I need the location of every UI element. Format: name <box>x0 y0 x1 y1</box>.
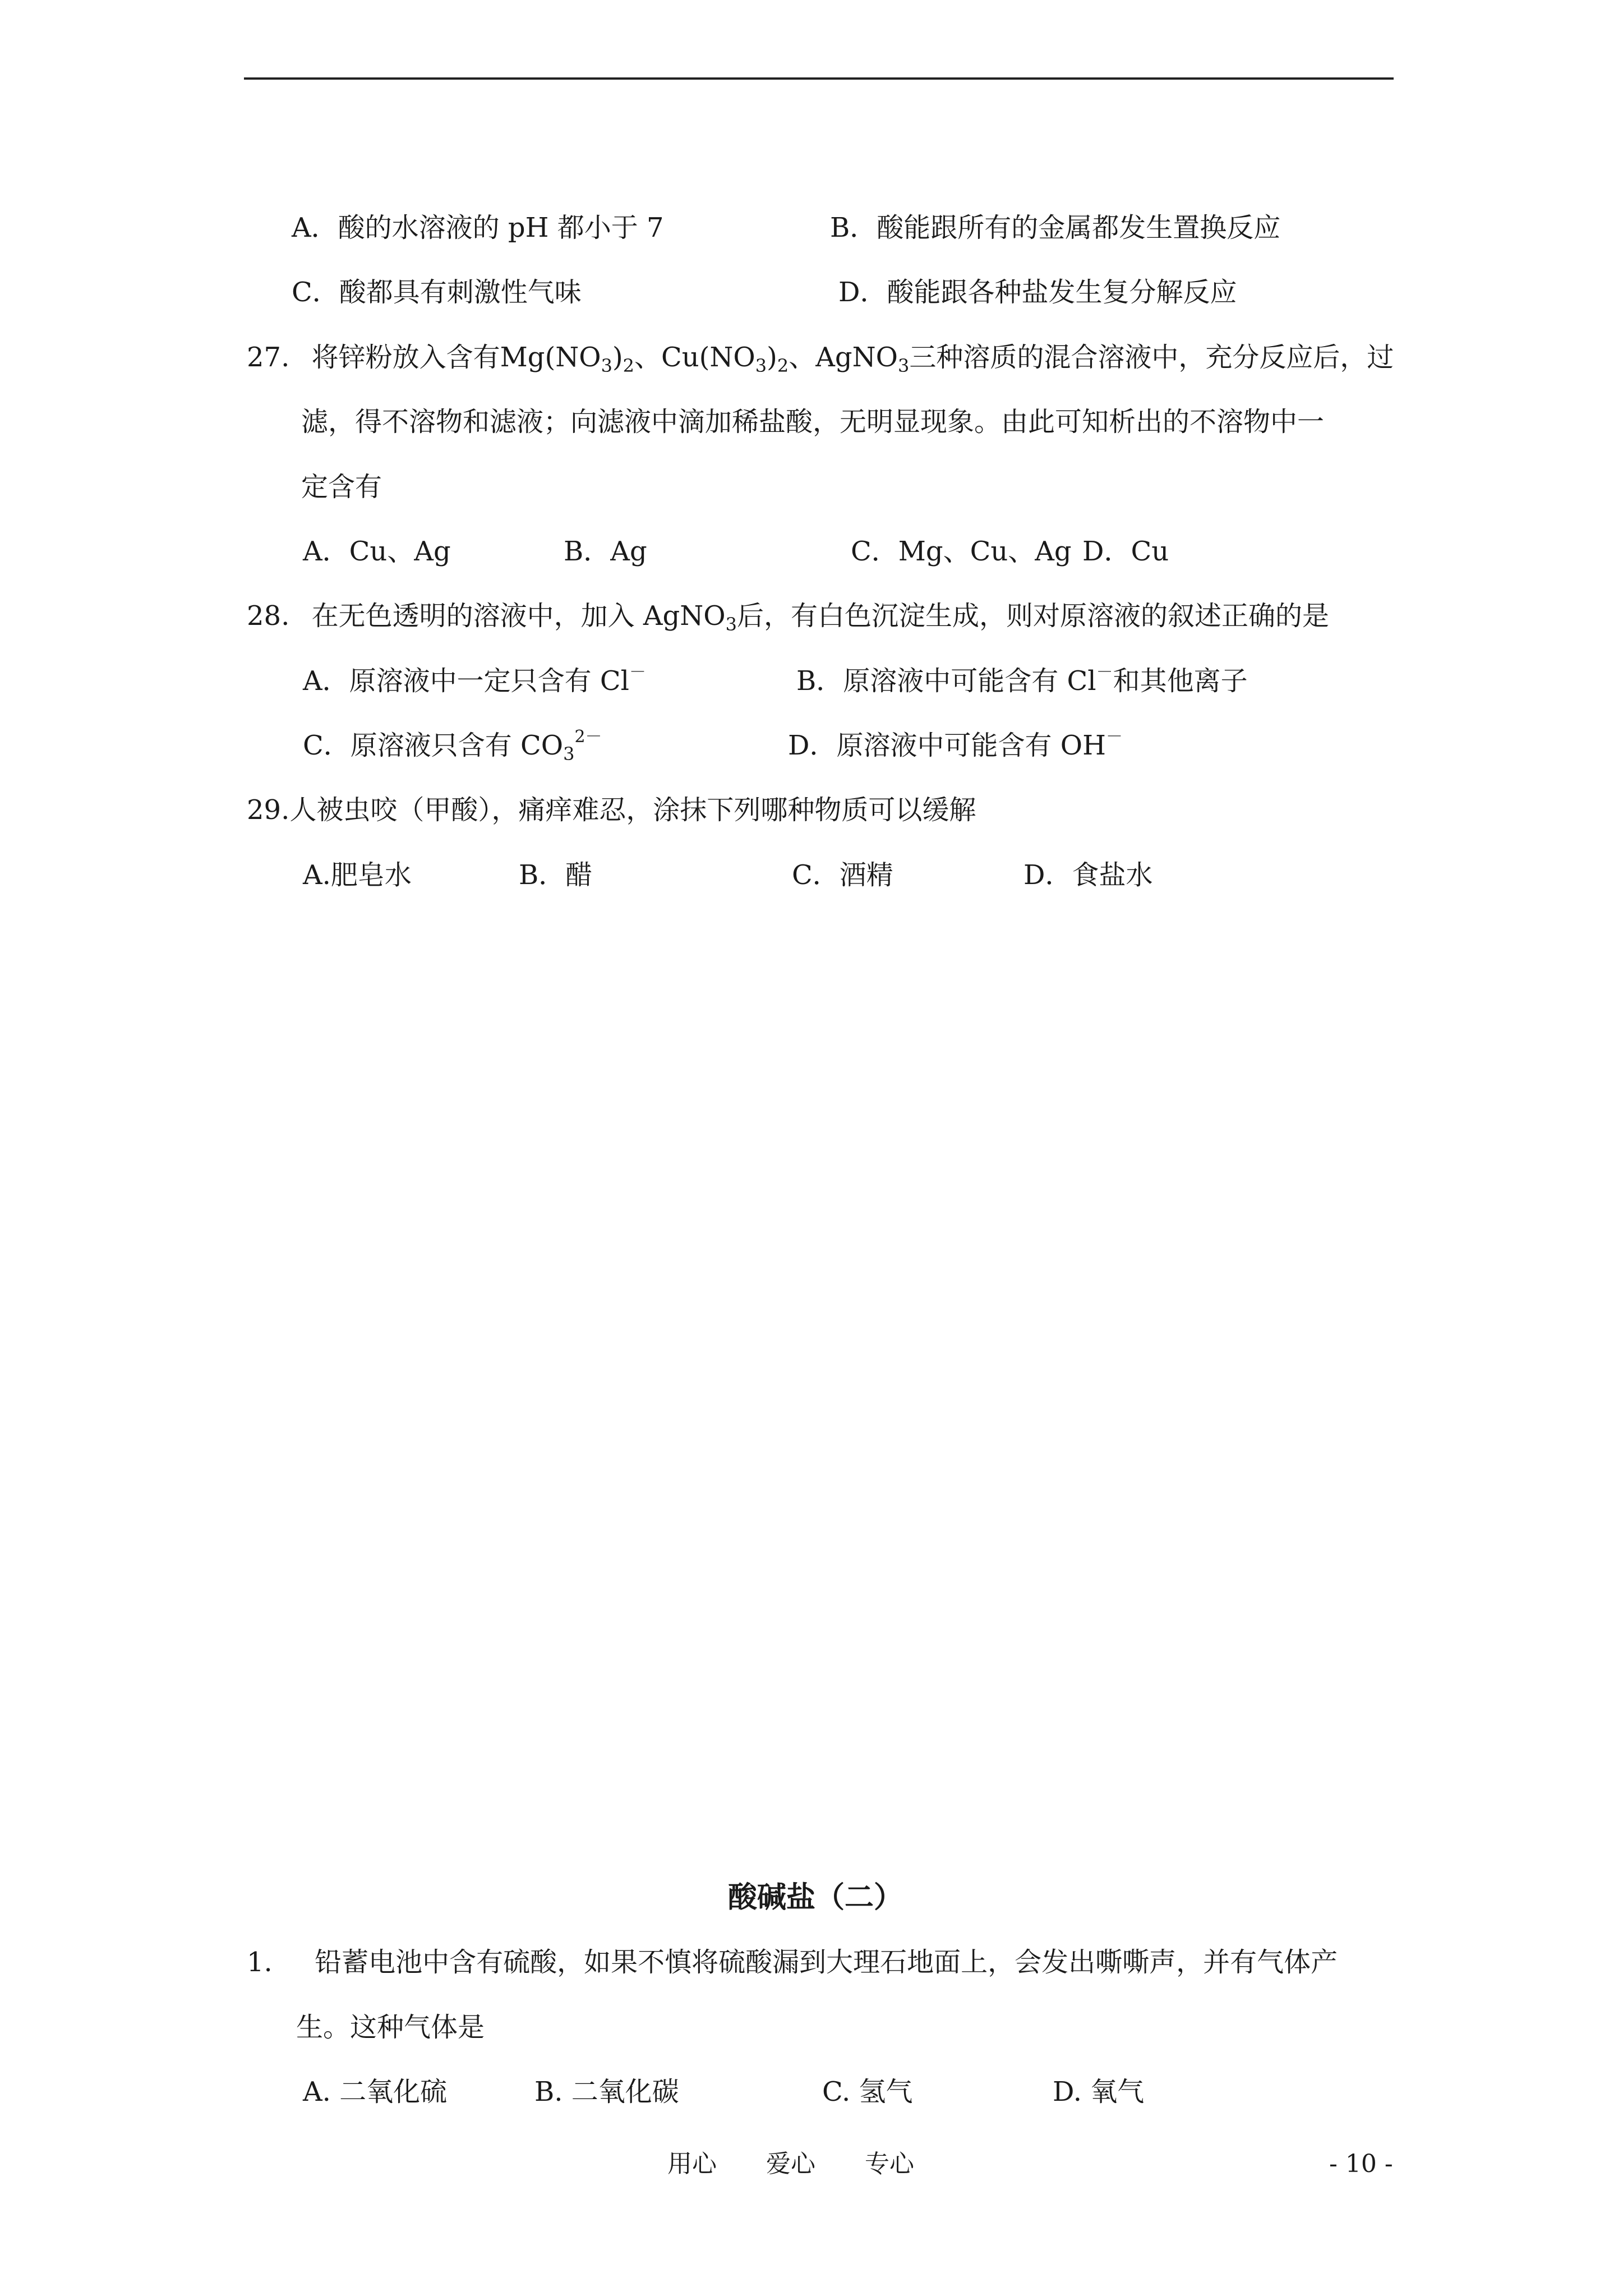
q27-option-c: C．Mg、Cu、Ag <box>851 536 1072 567</box>
q28-option-c-text: C．原溶液只含有 CO <box>303 730 564 761</box>
q28-text-1: 在无色透明的溶液中，加入 AgNO <box>311 600 726 632</box>
q27-line-1 <box>247 341 1394 374</box>
s2-q1-option-a: A. 二氧化硫 <box>303 2076 448 2108</box>
q29-option-a: A.肥皂水 <box>303 859 412 891</box>
q26-option-a: A．酸的水溶液的 pH 都小于 7 <box>292 212 664 243</box>
q29-number: 29. <box>247 794 290 826</box>
q27-paren-b: ) <box>767 342 777 373</box>
q27-sub-2b: 2 <box>777 355 789 376</box>
q27-sub-3c: 3 <box>897 355 910 376</box>
q28-option-b-text: B．原溶液中可能含有 Cl <box>796 665 1096 697</box>
q26-option-b: B．酸能跟所有的金属都发生置换反应 <box>830 212 1281 243</box>
q27-option-b: B．Ag <box>564 536 647 567</box>
q27-line-2: 滤，得不溶物和滤液；向滤液中滴加稀盐酸，无明显现象。由此可知析出的不溶物中一 <box>301 406 1325 438</box>
q28-text-2: 后，有白色沉淀生成，则对原溶液的叙述正确的是 <box>736 600 1329 632</box>
q28-sub-3: 3 <box>725 614 737 635</box>
footer-motto: 用心 爱心 专心 <box>667 2150 914 2178</box>
q27-formula-ag: 、AgNO <box>789 342 898 373</box>
q29-line-1 <box>247 793 976 827</box>
q26-option-d: D．酸能跟各种盐发生复分解反应 <box>838 277 1237 308</box>
q28-option-d-sup: － <box>1105 727 1123 747</box>
q27-sub-3a: 3 <box>601 355 612 376</box>
q28-option-b-sup: － <box>1096 662 1113 682</box>
page-number: - 10 - <box>1329 2150 1393 2178</box>
q27-option-a: A．Cu、Ag <box>303 536 451 567</box>
q27-paren-a: ) <box>612 342 623 373</box>
q28-option-c <box>303 727 602 765</box>
s2-q1-number: 1. <box>247 1947 273 1978</box>
q27-sub-3b: 3 <box>755 355 767 376</box>
q28-line-1 <box>247 599 1329 633</box>
section-title: 酸碱盐（二） <box>728 1880 903 1915</box>
q29-option-c: C．酒精 <box>792 859 893 891</box>
q28-option-b-tail: 和其他离子 <box>1113 665 1248 697</box>
q28-option-d-text: D．原溶液中可能含有 OH <box>788 730 1106 761</box>
q28-option-a-text: A．原溶液中一定只含有 Cl <box>303 665 630 697</box>
q27-number: 27. <box>247 342 290 373</box>
header-rule <box>244 77 1394 80</box>
s2-q1-option-c: C. 氢气 <box>822 2076 913 2108</box>
s2-q1-line-1 <box>247 1945 1338 1979</box>
s2-q1-text-1: 铅蓄电池中含有硫酸，如果不慎将硫酸漏到大理石地面上，会发出嘶嘶声，并有气体产 <box>315 1947 1338 1978</box>
q28-option-a <box>303 664 646 698</box>
q28-option-d <box>788 729 1123 762</box>
q27-formula-mg: Mg(NO <box>500 342 601 373</box>
q28-option-c-sub: 3 <box>563 743 575 765</box>
s2-q1-option-b: B. 二氧化碳 <box>534 2076 679 2108</box>
q27-text-2: 三种溶质的混合溶液中，充分反应后，过 <box>909 342 1394 373</box>
q27-text-1: 将锌粉放入含有 <box>311 342 500 373</box>
q29-text: 人被虫咬（甲酸），痛痒难忍，涂抹下列哪种物质可以缓解 <box>289 794 976 826</box>
q28-option-b <box>796 664 1248 698</box>
q26-option-c: C．酸都具有刺激性气味 <box>292 277 582 308</box>
q28-option-a-sup: － <box>629 662 647 682</box>
q27-line-3: 定含有 <box>301 471 382 503</box>
q27-option-d: D．Cu <box>1082 536 1169 567</box>
s2-q1-line-2: 生。这种气体是 <box>296 2012 485 2043</box>
q27-sub-2a: 2 <box>623 355 635 376</box>
s2-q1-option-d: D. 氧气 <box>1053 2076 1145 2108</box>
q29-option-b: B．醋 <box>519 859 593 891</box>
q27-formula-cu: 、Cu(NO <box>634 342 755 373</box>
q29-option-d: D．食盐水 <box>1023 859 1153 891</box>
q28-option-c-sup: 2－ <box>574 727 602 747</box>
q28-number: 28. <box>247 600 290 632</box>
